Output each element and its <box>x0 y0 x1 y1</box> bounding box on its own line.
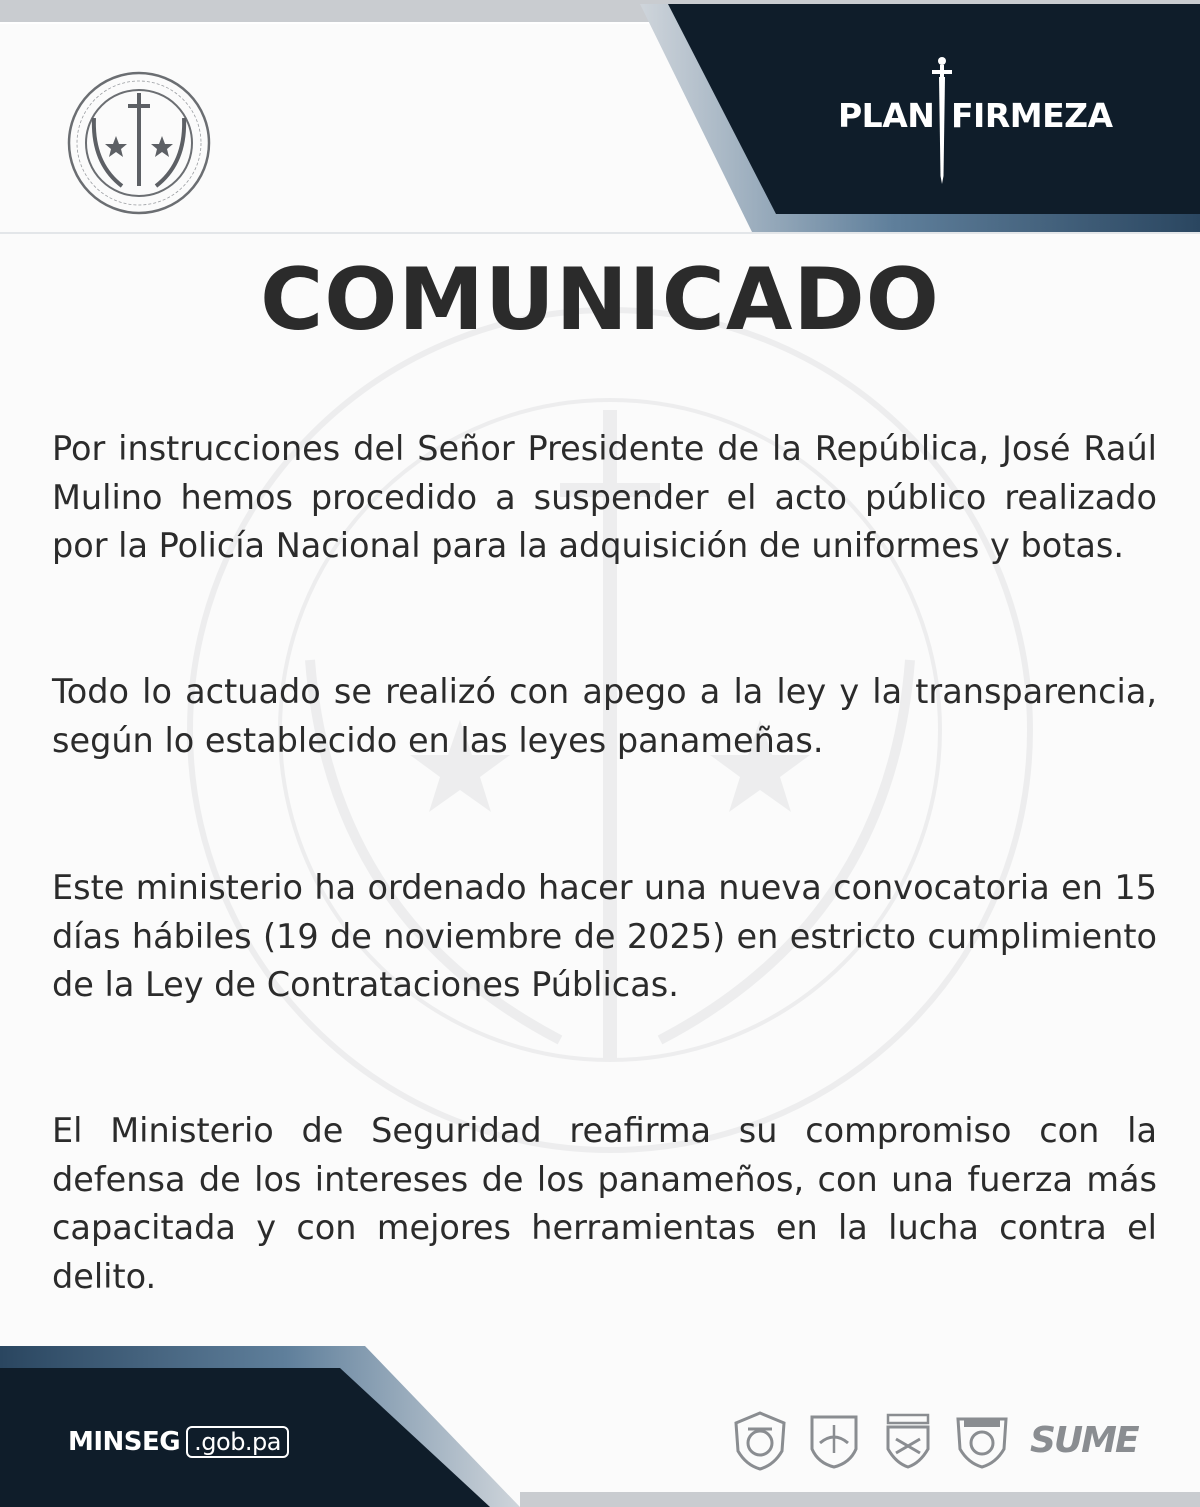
page-title: COMUNICADO <box>260 250 940 350</box>
sume-logo: SUME <box>1030 1419 1138 1461</box>
brand-word-plan: PLAN <box>838 96 935 135</box>
agency-logos <box>730 1405 1150 1475</box>
senafront-logo <box>878 1409 938 1471</box>
body-paragraph-3: Este ministerio ha ordenado hacer una nueva convocatoria en 15 días hábiles (19 de noviembre de 2025) en estricto cumplimiento de la Ley de Contrataciones Públicas. <box>52 868 1157 1004</box>
policia-nacional-logo <box>730 1409 790 1471</box>
body-paragraph-2: Todo lo actuado se realizó con apego a la ley y la transparencia, según lo establecido en las leyes panameñas. <box>52 672 1157 760</box>
plan-firmeza-logo <box>838 56 1138 186</box>
servicio-proteccion-institucional-logo <box>952 1409 1012 1471</box>
site-domain: .gob.pa <box>186 1426 289 1458</box>
brand-word-firmeza: FIRMEZA <box>951 96 1113 135</box>
site-name: MINSEG <box>68 1427 181 1457</box>
body-paragraph-4: El Ministerio de Seguridad reafirma su compromiso con la defensa de los intereses de los panameños, con una fuerza más capacitada y con mejores herramientas en la lucha contra el delito. <box>52 1111 1157 1296</box>
senan-logo <box>804 1409 864 1471</box>
ministry-seal-logo <box>52 68 227 218</box>
body-paragraph-1: Por instrucciones del Señor Presidente de la República, José Raúl Mulino hemos procedido a suspender el acto público realizado por la Policía Nacional para la adquisición de uniformes y botas. <box>52 429 1157 565</box>
minseg-site-logo <box>68 1424 289 1460</box>
